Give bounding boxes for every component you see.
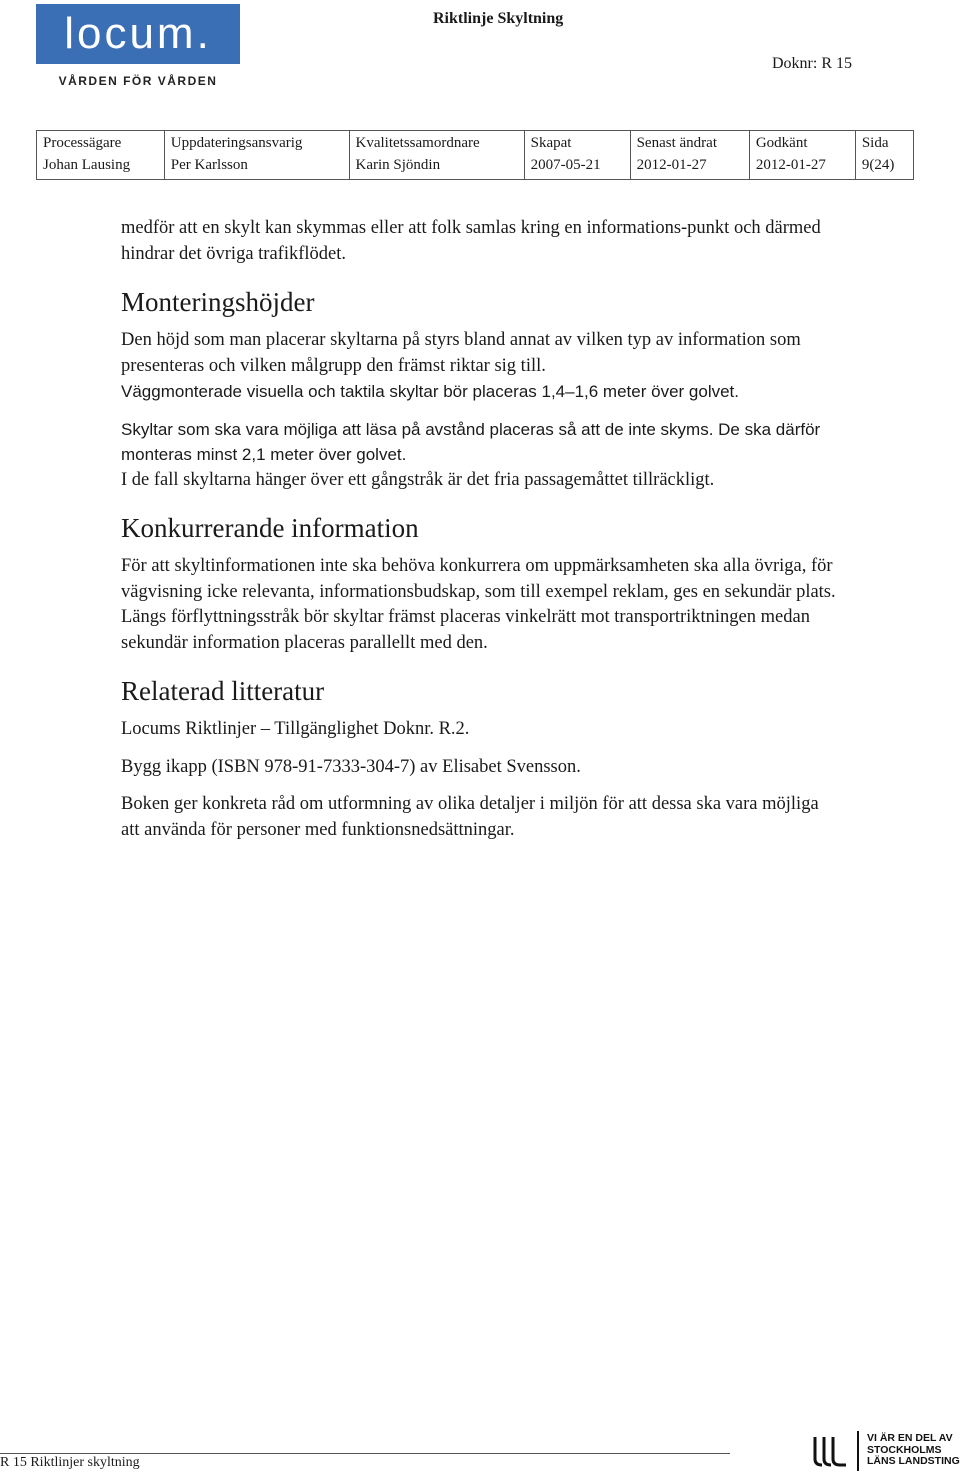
meta-value: 2012-01-27: [755, 157, 826, 173]
meta-value: Per Karlsson: [170, 157, 248, 173]
meta-label: Skapat: [530, 135, 572, 151]
sll-text: [867, 1433, 960, 1468]
sll-line: VI ÄR EN DEL AV: [867, 1432, 953, 1444]
body-paragraph: Väggmonterade visuella och taktila skyltar bör placeras 1,4–1,6 meter över golvet.: [121, 382, 739, 401]
meta-row: [37, 131, 914, 180]
sll-logo: [812, 1431, 960, 1471]
sll-line: LÄNS LANDSTING: [867, 1455, 960, 1467]
meta-value: 2012-01-27: [636, 157, 707, 173]
document-body: [121, 216, 841, 855]
meta-cell: [37, 131, 165, 180]
section-heading: Monteringshöjder: [121, 287, 315, 317]
meta-label: Uppdateringsansvarig: [170, 135, 303, 151]
document-number: Doknr: R 15: [772, 55, 852, 72]
sll-divider: [857, 1431, 859, 1471]
locum-logo: [36, 4, 240, 90]
body-paragraph: Skyltar som ska vara möjliga att läsa på avstånd placeras så att de inte skyms. De ska därför monteras minst 2,1 meter över golvet.: [121, 419, 821, 464]
meta-label: Sida: [861, 135, 889, 151]
body-paragraph: Den höjd som man placerar skyltarna på styrs bland annat av vilken typ av information som presenteras och vilken målgrupp den främst riktar sig till.: [121, 330, 801, 376]
body-paragraph: Bygg ikapp (ISBN 978-91-7333-304-7) av Elisabet Svensson.: [121, 756, 581, 777]
meta-value: 9(24): [861, 157, 895, 173]
meta-label: Processägare: [43, 135, 122, 151]
footer-text: R 15 Riktlinjer skyltning: [0, 1455, 140, 1470]
body-paragraph: Locums Riktlinjer – Tillgänglighet Doknr. R.2.: [121, 719, 470, 739]
meta-cell: [524, 131, 630, 180]
body-paragraph: För att skyltinformationen inte ska behöva konkurrera om uppmärksamheten ska alla övriga, för vägvisning icke relevanta, informationsbudskap, som till exempel reklam, ges en sekundär plats. Längs förflyttningsstråk bör skyltar främst placeras vinkelrätt mot transportriktningen medan sekundär information placeras parallellt med den.: [121, 556, 836, 653]
section-heading: Relaterad litteratur: [121, 676, 325, 706]
meta-value: Karin Sjöndin: [355, 157, 441, 173]
body-paragraph: I de fall skyltarna hänger över ett gångstråk är det fria passagemåttet tillräckligt.: [121, 469, 715, 490]
document-title: Riktlinje Skyltning: [433, 10, 564, 27]
meta-value: Johan Lausing: [43, 157, 131, 173]
section-heading: Konkurrerande information: [121, 513, 419, 543]
sll-mark-icon: [812, 1435, 848, 1467]
meta-label: Senast ändrat: [636, 135, 717, 151]
meta-label: Godkänt: [755, 135, 808, 151]
logo-wordmark: locum.: [36, 4, 240, 64]
intro-paragraph: medför att en skylt kan skymmas eller att folk samlas kring en informations-punkt och därmed hindrar det övriga trafikflödet.: [121, 218, 821, 264]
meta-label: Kvalitetssamordnare: [355, 135, 480, 151]
logo-tagline: VÅRDEN FÖR VÅRDEN: [58, 74, 218, 88]
meta-cell: [349, 131, 524, 180]
body-paragraph: Boken ger konkreta råd om utformning av olika detaljer i miljön för att dessa ska vara möjliga att använda för personer med funktionsnedsättningar.: [121, 794, 819, 840]
meta-value: 2007-05-21: [530, 157, 601, 173]
meta-cell: [630, 131, 749, 180]
sll-line: STOCKHOLMS: [867, 1443, 942, 1456]
meta-cell: [749, 131, 855, 180]
meta-cell: [855, 131, 913, 180]
document-meta-table: [36, 130, 914, 180]
meta-cell: [164, 131, 349, 180]
